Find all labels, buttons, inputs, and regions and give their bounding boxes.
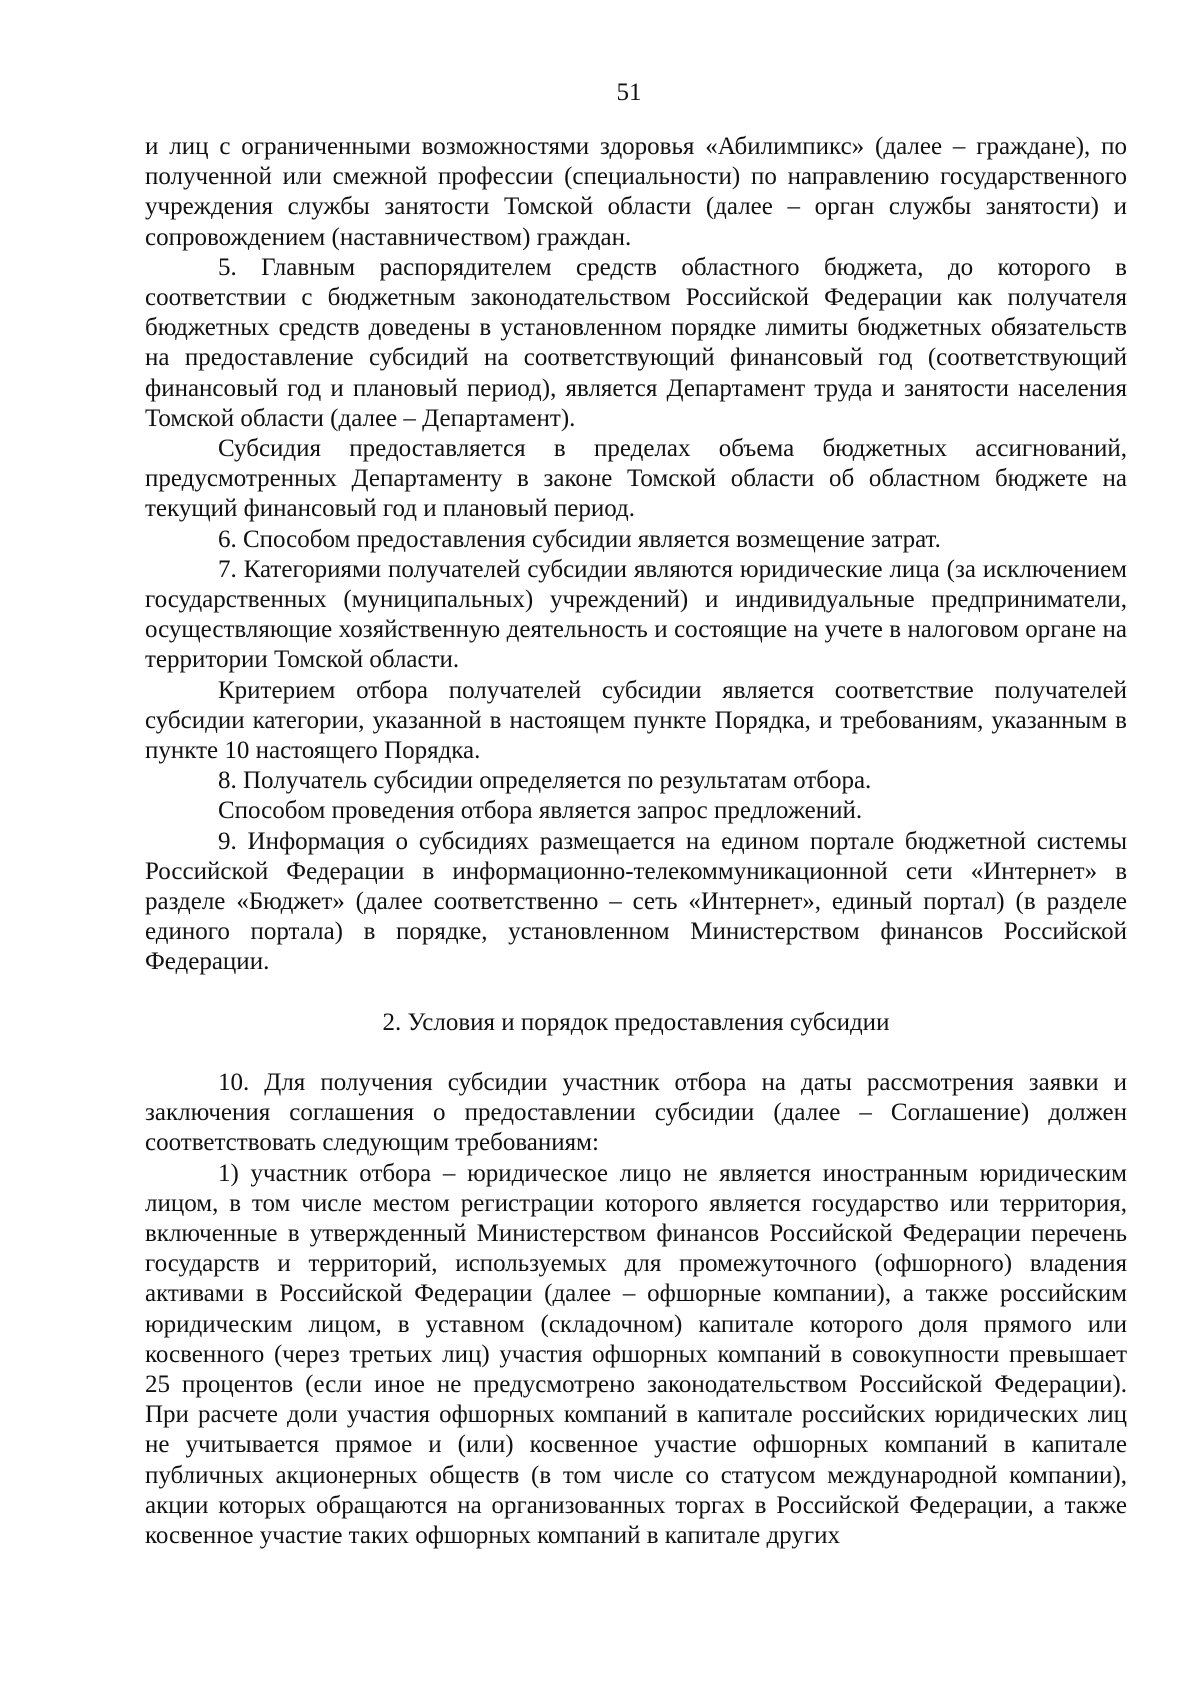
paragraph-item-8: 8. Получатель субсидии определяется по результатам отбора. <box>218 767 872 795</box>
paragraph-item-7: 7. Категориями получателей субсидии являются юридические лица (за исключением государственных (муниципальных) учреждений) и индивидуальные предприниматели, осуществляющие хозяйственную деятельность и состоящие на учете в налоговом органе на территории Томской области. <box>145 555 1127 674</box>
paragraph-selection-criterion: Критерием отбора получателей субсидии является соответствие получателей субсидии категории, указанной в настоящем пункте Порядка, и требованиям, указанным в пункте 10 настоящего Порядка. <box>145 676 1127 765</box>
paragraph-item-6: 6. Способом предоставления субсидии является возмещение затрат. <box>218 525 941 553</box>
paragraph-subitem-1: 1) участник отбора – юридическое лицо не является иностранным юридическим лицом, в том числе местом регистрации которого является государство или территория, включенные в утвержденный Министерством финансов Российской Федерации перечень государств и территорий, используемых для промежуточного (офшорного) владения активами в Российской Федерации (далее – офшорные компании), а также российским юридическим лицом, в уставном (складочном) капитале которого доля прямого или косвенного (через третьих лиц) участия офшорных компаний в совокупности превышает 25 процентов (если иное не предусмотрено законодательством Российской Федерации). При расчете доли участия офшорных компаний в капитале российских юридических лиц не учитывается прямое и (или) косвенное участие офшорных компаний в капитале публичных акционерных обществ (в том числе со статусом международной компании), акции которых обращаются на организованных торгах в Российской Федерации, а также косвенное участие таких офшорных компаний в капитале других <box>145 1159 1127 1549</box>
paragraph-continuation: и лиц с ограниченными возможностями здоровья «Абилимпикс» (далее – граждане), по полученной или смежной профессии (специальности) по направлению государственного учреждения службы занятости Томской области (далее – орган службы занятости) и сопровождением (наставничеством) граждан. <box>145 133 1127 251</box>
paragraph-item-10: 10. Для получения субсидии участник отбора на даты рассмотрения заявки и заключения соглашения о предоставлении субсидии (далее – Соглашение) должен соответствовать следующим требованиям: <box>145 1068 1127 1157</box>
page-number: 51 <box>616 79 642 106</box>
section-heading: 2. Условия и порядок предоставления субсидии <box>382 1008 890 1036</box>
paragraph-selection-method: Способом проведения отбора является запрос предложений. <box>218 797 863 825</box>
paragraph-subsidy-limits: Субсидия предоставляется в пределах объема бюджетных ассигнований, предусмотренных Департаменту в законе Томской области об областном бюджете на текущий финансовый год и плановый период. <box>145 435 1127 523</box>
paragraph-item-5: 5. Главным распорядителем средств областного бюджета, до которого в соответствии с бюджетным законодательством Российской Федерации как получателя бюджетных средств доведены в установленном порядке лимиты бюджетных обязательств на предоставление субсидий на соответствующий финансовый год (соответствующий финансовый год и плановый период), является Департамент труда и занятости населения Томской области (далее – Департамент). <box>145 253 1127 432</box>
paragraph-item-9: 9. Информация о субсидиях размещается на едином портале бюджетной системы Российской Федерации в информационно-телекоммуникационной сети «Интернет» в разделе «Бюджет» (далее соответственно – сеть «Интернет», единый портал) (в разделе единого портала) в порядке, установленном Министерством финансов Российской Федерации. <box>145 827 1127 976</box>
document-body <box>145 132 1127 1551</box>
